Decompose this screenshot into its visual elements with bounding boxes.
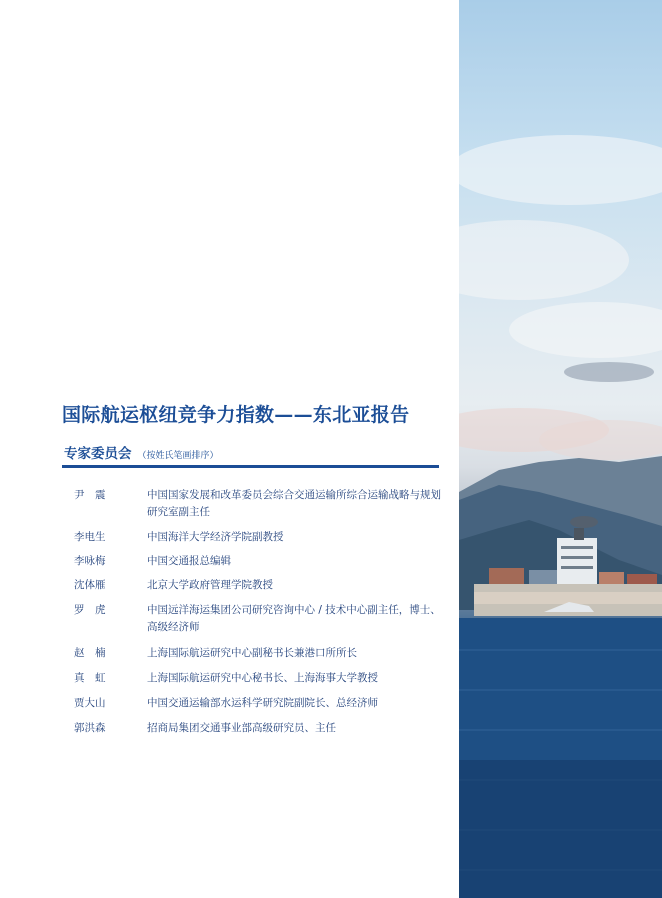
list-item: [74, 487, 444, 529]
heading-divider: [62, 465, 439, 468]
report-title: 国际航运枢纽竞争力指数——东北亚报告: [62, 404, 410, 426]
list-item: [74, 602, 444, 645]
member-role: 上海国际航运研究中心秘书长、上海海事大学教授: [147, 672, 378, 684]
cover-photo: [459, 0, 662, 898]
member-role: 中国交通报总编辑: [147, 555, 231, 567]
list-item: [74, 553, 444, 577]
member-name: 尹 震: [74, 489, 106, 501]
member-role: 中国远洋海运集团公司研究咨询中心 / 技术中心副主任，博士、高级经济师: [147, 604, 441, 633]
list-item: [74, 695, 444, 720]
member-role: 招商局集团交通事业部高级研究员、主任: [147, 722, 336, 734]
list-item: [74, 577, 444, 602]
member-role: 北京大学政府管理学院教授: [147, 579, 273, 591]
member-name: 赵 楠: [74, 647, 106, 659]
member-list: [74, 487, 444, 744]
member-name: 沈体雁: [74, 579, 106, 591]
member-role: 中国国家发展和改革委员会综合交通运输所综合运输战略与规划研究室副主任: [147, 489, 441, 518]
sorting-note: （按姓氏笔画排序）: [137, 451, 219, 461]
member-role: 上海国际航运研究中心副秘书长兼港口所所长: [147, 647, 357, 659]
member-name: 罗 虎: [74, 604, 106, 616]
list-item: [74, 670, 444, 695]
committee-heading: 专家委员会: [64, 446, 132, 462]
member-name: 李咏梅: [74, 555, 106, 567]
section-heading: [64, 442, 219, 462]
member-name: 李电生: [74, 531, 106, 543]
list-item: [74, 720, 444, 744]
list-item: [74, 645, 444, 670]
member-role: 中国交通运输部水运科学研究院副院长、总经济师: [147, 697, 378, 709]
sea-ship-illustration: [459, 0, 662, 898]
member-role: 中国海洋大学经济学院副教授: [147, 531, 284, 543]
list-item: [74, 529, 444, 553]
member-name: 真 虹: [74, 672, 106, 684]
member-name: 贾大山: [74, 697, 106, 709]
member-name: 郭洪森: [74, 722, 106, 734]
